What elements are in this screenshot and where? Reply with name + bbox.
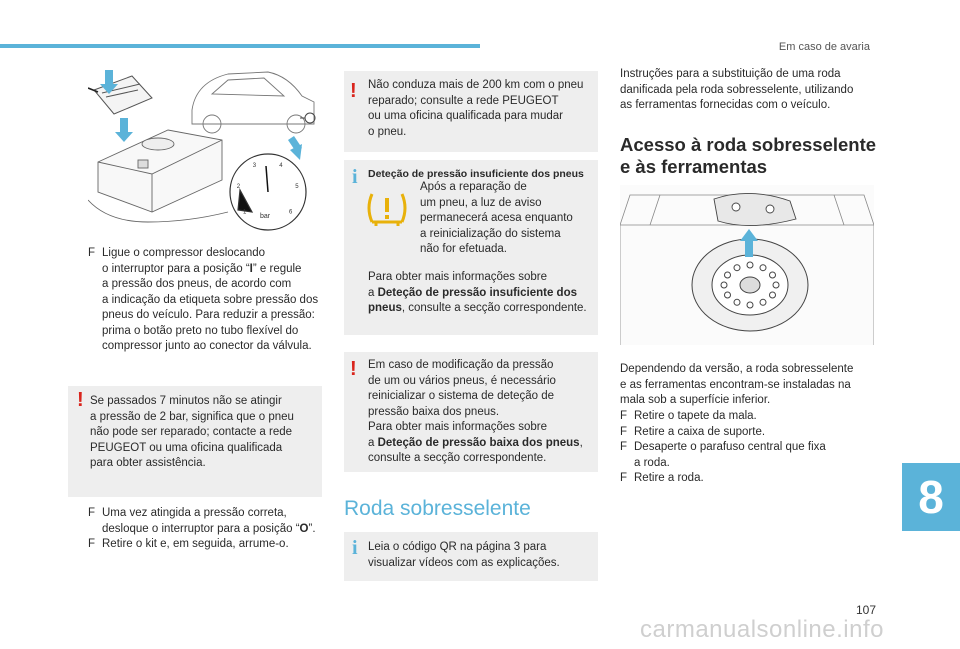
bullet-glyph: F — [88, 507, 96, 519]
watermark: carmanualsonline.info — [640, 616, 884, 643]
step1-line: compressor junto ao conector da válvula. — [102, 340, 312, 352]
header-accent-bar — [0, 44, 480, 48]
info-icon: i — [352, 537, 358, 559]
gauge-tick-label: 2 — [236, 183, 241, 190]
step-line: Retire o kit e, em seguida, arrume-o. — [102, 538, 289, 550]
step1-line: o interruptor para a posição “I” e regule — [102, 262, 302, 275]
col1-end-steps — [88, 506, 322, 553]
gauge-tick-label: 5 — [295, 183, 299, 190]
info1-icon-text: Após a reparação de um pneu, a luz de aviso permanecerá acesa enquanto a reinicialização do sistema não for efetuada. — [420, 181, 573, 255]
section-title: Em caso de avaria — [778, 41, 870, 53]
warning2-text: Em caso de modificação da pressão de um ou vários pneus, é necessário reinicializar o sistema de deteção de pressão baixa dos pneus. Para obter mais informações sobre a Deteção de pressão baixa dos pneus, consulte a secção correspondente. — [368, 359, 583, 464]
col3-para: Dependendo da versão, a roda sobresselente e as ferramentas encontram-se instaladas na mala sob a superfície inferior. — [620, 363, 854, 406]
warning-text: Se passados 7 minutos não se atingir a pressão de 2 bar, significa que o pneu não pode ser reparado; contacte a rede PEUGEOT ou uma oficina qualificada para obter assistência. — [90, 395, 294, 469]
step-line: Desaperte o parafuso central que fixa — [634, 441, 826, 453]
step1-line: a pressão dos pneus, de acordo com — [102, 278, 292, 290]
intro-text: Instruções para a substituição de uma roda danificada pela roda sobresselente, utilizando as ferramentas fornecidas com o veículo. — [620, 68, 854, 111]
gauge-tick-label: 3 — [252, 163, 257, 169]
bullet-glyph: F — [620, 441, 628, 453]
step-line: Retire a caixa de suporte. — [634, 425, 766, 438]
compressor-illustration — [88, 62, 322, 234]
info-icon: i — [352, 166, 358, 188]
compressor-illustration-body — [88, 130, 228, 222]
warning-icon: ! — [350, 80, 357, 102]
valve-icon — [300, 113, 315, 123]
bullet-glyph: F — [620, 425, 628, 438]
info1-title: Deteção de pressão insuficiente dos pneus — [368, 168, 584, 180]
chapter-tab: 8 — [902, 463, 960, 531]
step-line: Retire a roda. — [634, 472, 704, 484]
step1-line: pneus do veículo. Para reduzir a pressão: — [102, 309, 315, 321]
step-line: Uma vez atingida a pressão correta, — [102, 507, 287, 519]
sticker-illustration — [88, 76, 152, 114]
down-arrow-icon-2 — [115, 118, 133, 142]
bullet-glyph: F — [88, 538, 96, 550]
car-illustration — [192, 72, 314, 133]
heading-spare-access: Acesso à roda sobresselente e às ferramentas — [620, 134, 877, 177]
bullet-glyph: F — [620, 472, 628, 484]
info1-more-text: Para obter mais informações sobre a Deteção de pressão insuficiente dos pneus, consulte a secção correspondente. — [368, 271, 587, 314]
col1-step1 — [88, 246, 322, 355]
heading-spare-wheel: Roda sobresselente — [344, 497, 531, 520]
bullet-glyph: F — [620, 410, 628, 422]
step-line: Retire o tapete da mala. — [634, 410, 757, 422]
gauge-tick-label: 1 — [243, 209, 247, 216]
step-line: desloque o interruptor para a posição “O”. — [102, 522, 316, 535]
spare-wheel-illustration — [620, 185, 874, 345]
bullet-glyph: F — [88, 247, 96, 259]
col3-steps — [620, 409, 875, 487]
page-number: 107 — [856, 603, 877, 617]
warning1-text: Não conduza mais de 200 km com o pneu reparado; consulte a rede PEUGEOT ou uma oficina qualificada para mudar o pneu. — [368, 79, 584, 138]
warning-icon: ! — [350, 358, 357, 380]
step1-line: prima o botão preto no tubo flexível do — [102, 324, 299, 337]
tire-pressure-warning-icon — [364, 188, 410, 230]
warning-icon: ! — [77, 389, 84, 411]
step1-line: Ligue o compressor deslocando — [102, 247, 266, 259]
gauge-tick-label: 4 — [279, 163, 283, 169]
step-line: a roda. — [634, 456, 670, 469]
gauge-tick-label: 6 — [289, 209, 293, 216]
gauge-unit-label: bar — [260, 213, 271, 220]
info2-text: Leia o código QR na página 3 para visualizar vídeos com as explicações. — [368, 541, 560, 569]
step1-line: a indicação da etiqueta sobre pressão dos — [102, 293, 319, 306]
diagonal-arrow-icon — [288, 136, 302, 160]
